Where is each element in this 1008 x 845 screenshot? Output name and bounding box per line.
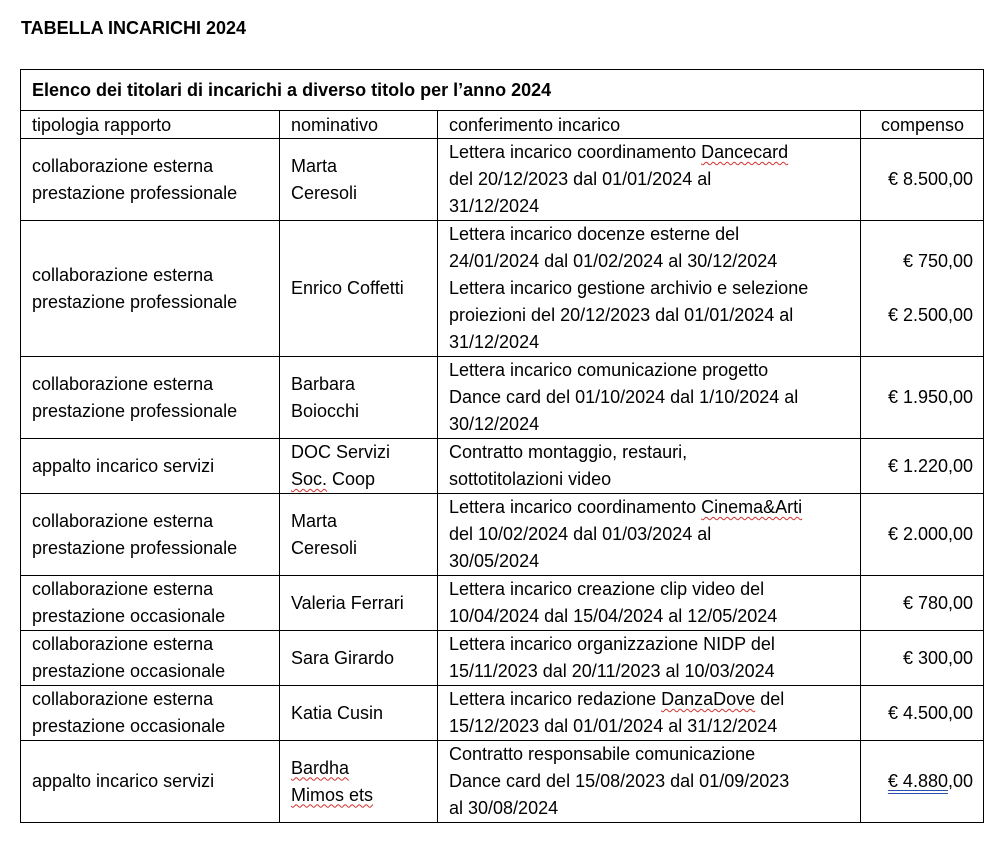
table-row: [21, 686, 984, 741]
cell-tipologia: [21, 139, 280, 221]
cell-nominativo: [280, 686, 438, 741]
cell-line: prestazione professionale: [32, 291, 238, 312]
cell-conferimento: [438, 631, 861, 686]
cell-tipologia: [21, 631, 280, 686]
cell-line: appalto incarico servizi: [32, 455, 215, 476]
cell-line: Marta: [291, 510, 338, 531]
cell-text: ,00: [947, 771, 974, 791]
cell-tipologia: [21, 494, 280, 576]
header-compenso: compenso: [861, 111, 984, 139]
cell-nominativo: [280, 139, 438, 221]
cell-line: € 750,00: [902, 251, 974, 271]
cell-nominativo: [280, 631, 438, 686]
cell-line: [291, 755, 427, 782]
cell-line: [449, 139, 850, 166]
spellcheck-word: Dancecard: [701, 142, 789, 162]
cell-conferimento: [438, 686, 861, 741]
table-row: [21, 139, 984, 221]
cell-text: Lettera incarico redazione: [449, 689, 662, 709]
cell-compenso: € 2.000,00: [861, 494, 984, 576]
cell-line: [449, 494, 850, 521]
cell-line: Lettera incarico organizzazione NIDP del: [449, 634, 775, 654]
cell-spacer: [872, 275, 973, 302]
cell-conferimento: [438, 576, 861, 631]
cell-line: prestazione professionale: [32, 400, 238, 421]
spellcheck-word: Bardha: [291, 757, 350, 778]
cell-compenso: € 1.950,00: [861, 357, 984, 439]
cell-line: Dance card del 15/08/2023 dal 01/09/2023: [449, 771, 790, 791]
cell-conferimento: [438, 139, 861, 221]
cell-line: prestazione professionale: [32, 537, 238, 558]
cell-text: Lettera incarico coordinamento: [449, 142, 702, 162]
cell-line: prestazione occasionale: [32, 716, 226, 736]
cell-line: Enrico Coffetti: [291, 278, 404, 298]
spellcheck-word: Soc.: [291, 469, 328, 489]
cell-line: Lettera incarico docenze esterne del: [449, 224, 740, 244]
cell-line: € 2.500,00: [887, 305, 974, 325]
cell-compenso: € 4.500,00: [861, 686, 984, 741]
cell-line: del 20/12/2023 dal 01/01/2024 al: [449, 169, 712, 189]
cell-line: prestazione professionale: [32, 182, 238, 203]
cell-line: 31/12/2024: [449, 332, 540, 352]
cell-tipologia: [21, 357, 280, 439]
cell-line: Sara Girardo: [291, 647, 395, 668]
header-nominativo: nominativo: [280, 111, 438, 139]
cell-text: del: [755, 689, 785, 709]
cell-line: collaborazione esterna: [32, 264, 214, 285]
table-caption: Elenco dei titolari di incarichi a diverso titolo per l’anno 2024: [21, 70, 984, 111]
cell-line: Dance card del 01/10/2024 dal 1/10/2024 al: [449, 387, 799, 407]
cell-line: Lettera incarico comunicazione progetto: [449, 360, 769, 380]
table-row: [21, 494, 984, 576]
cell-tipologia: [21, 741, 280, 823]
cell-line: proiezioni del 20/12/2023 dal 01/01/2024 al: [449, 305, 794, 325]
cell-line: Valeria Ferrari: [291, 592, 404, 613]
cell-line: Marta: [291, 155, 338, 176]
cell-conferimento: [438, 494, 861, 576]
cell-line: 31/12/2024: [449, 196, 540, 216]
spellcheck-word: DanzaDove: [661, 689, 756, 709]
table-row: [21, 221, 984, 357]
cell-line: collaborazione esterna: [32, 579, 214, 599]
cell-line: Contratto responsabile comunicazione: [449, 744, 756, 764]
cell-conferimento: [438, 439, 861, 494]
cell-compenso: € 780,00: [861, 576, 984, 631]
spellcheck-word: Cinema&Arti: [701, 497, 803, 517]
table-header-row: [21, 111, 984, 139]
cell-line: Lettera incarico creazione clip video del: [449, 579, 765, 599]
cell-nominativo: [280, 439, 438, 494]
cell-line: Ceresoli: [291, 537, 358, 558]
cell-line: appalto incarico servizi: [32, 771, 215, 791]
table-row: [21, 439, 984, 494]
cell-line: prestazione occasionale: [32, 606, 226, 626]
cell-nominativo: [280, 494, 438, 576]
cell-line: collaborazione esterna: [32, 510, 214, 531]
header-tipologia: tipologia rapporto: [21, 111, 280, 139]
cell-line: collaborazione esterna: [32, 155, 214, 176]
cell-line: Lettera incarico gestione archivio e selezione: [449, 278, 809, 298]
cell-nominativo: [280, 741, 438, 823]
cell-line: 10/04/2024 dal 15/04/2024 al 12/05/2024: [449, 606, 778, 626]
cell-tipologia: [21, 686, 280, 741]
cell-line: 15/11/2023 dal 20/11/2023 al 10/03/2024: [449, 661, 775, 681]
cell-line: [291, 466, 427, 493]
cell-line: 24/01/2024 dal 01/02/2024 al 30/12/2024: [449, 251, 778, 271]
cell-line: Contratto montaggio, restauri,: [449, 442, 688, 462]
cell-line: Katia Cusin: [291, 702, 384, 723]
cell-line: 30/12/2024: [449, 414, 540, 434]
cell-compenso: € 1.220,00: [861, 439, 984, 494]
cell-line: prestazione occasionale: [32, 661, 226, 681]
cell-tipologia: [21, 221, 280, 357]
incarichi-table: [20, 69, 984, 823]
cell-line: del 10/02/2024 dal 01/03/2024 al: [449, 524, 712, 544]
cell-nominativo: [280, 357, 438, 439]
cell-line: collaborazione esterna: [32, 689, 214, 709]
cell-compenso: € 300,00: [861, 631, 984, 686]
table-caption-row: [21, 70, 984, 111]
cell-line: 15/12/2023 dal 01/01/2024 al 31/12/2024: [449, 716, 778, 736]
cell-line: collaborazione esterna: [32, 634, 214, 654]
cell-line: [291, 782, 427, 809]
cell-conferimento: [438, 221, 861, 357]
cell-compenso: [861, 741, 984, 823]
header-conferimento: conferimento incarico: [438, 111, 861, 139]
spellcheck-word: Mimos ets: [291, 784, 374, 805]
cell-conferimento: [438, 357, 861, 439]
cell-nominativo: [280, 576, 438, 631]
cell-tipologia: [21, 439, 280, 494]
cell-nominativo: [280, 221, 438, 357]
cell-text: Lettera incarico coordinamento: [449, 497, 702, 517]
cell-line: sottotitolazioni video: [449, 469, 612, 489]
cell-line: al 30/08/2024: [449, 798, 559, 818]
cell-compenso: € 8.500,00: [861, 139, 984, 221]
table-row: [21, 576, 984, 631]
cell-conferimento: [438, 741, 861, 823]
cell-line: collaborazione esterna: [32, 373, 214, 394]
cell-compenso: [861, 221, 984, 357]
cell-text: Coop: [327, 469, 376, 489]
table-row: [21, 741, 984, 823]
cell-line: [449, 686, 850, 713]
cell-line: Barbara: [291, 373, 356, 394]
table-row: [21, 357, 984, 439]
compenso-underlined: € 4.880: [887, 771, 948, 791]
cell-line: Ceresoli: [291, 182, 358, 203]
cell-line: DOC Servizi: [291, 442, 391, 462]
cell-line: Boiocchi: [291, 400, 360, 421]
cell-line: 30/05/2024: [449, 551, 540, 571]
document-title: TABELLA INCARICHI 2024: [21, 18, 247, 38]
table-row: [21, 631, 984, 686]
cell-tipologia: [21, 576, 280, 631]
